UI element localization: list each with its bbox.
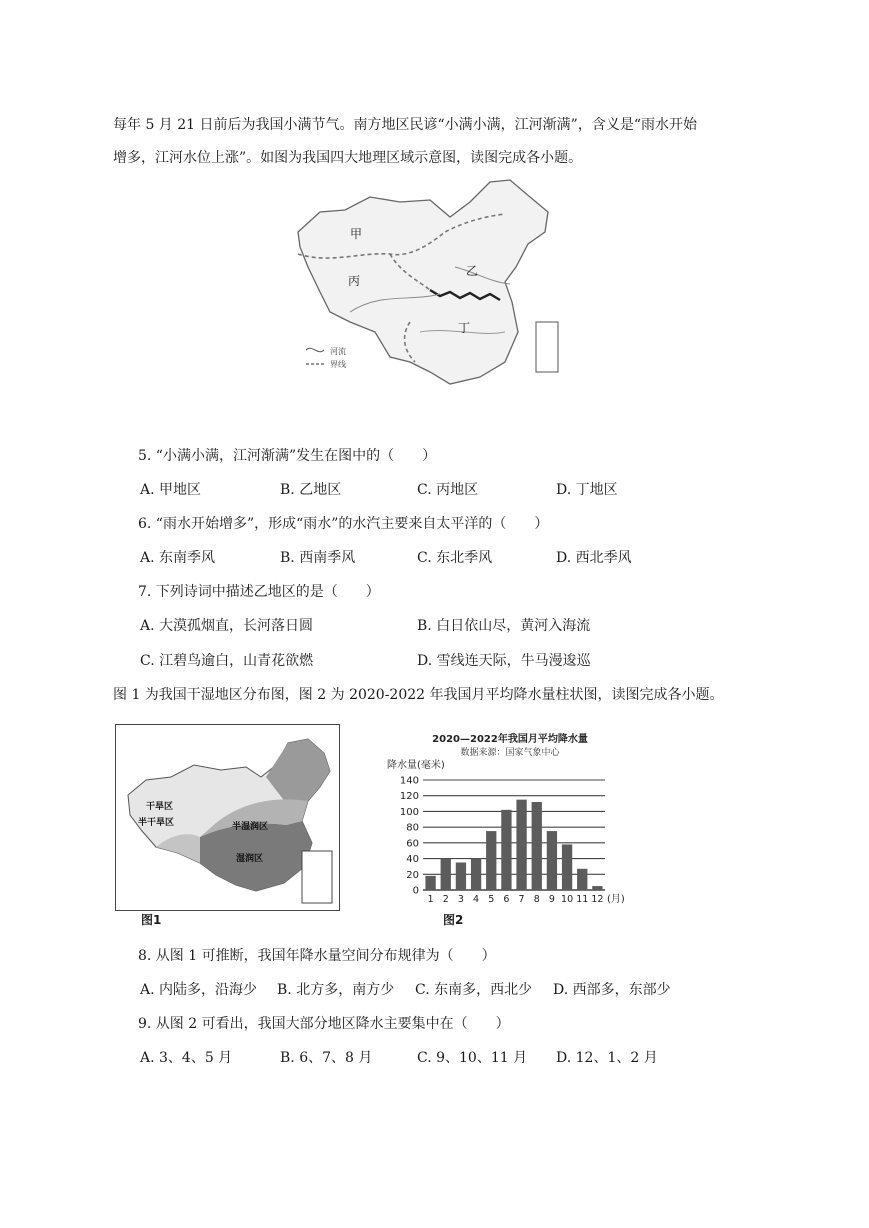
q6-option-d: D. 西北季风: [556, 550, 632, 566]
question-5-stem: 5. “小满小满，江河渐满”发生在图中的（ ）: [138, 448, 437, 464]
chart-ytick-label: 80: [406, 822, 419, 834]
chart-ylabel: 降水量(毫米): [387, 760, 445, 771]
chart-xtick-label: 10: [561, 894, 574, 905]
china-regions-map: [290, 172, 560, 407]
intro-line-1: 每年 5 月 21 日前后为我国小满节气。南方地区民谚“小满小满，江河渐满”，含义是“雨水开始: [113, 117, 697, 133]
q5-option-b: B. 乙地区: [280, 482, 342, 498]
chart-xlabel: (月): [607, 894, 625, 905]
chart-xtick-label: 9: [548, 894, 555, 905]
question-7-stem: 7. 下列诗词中描述乙地区的是（ ）: [138, 584, 380, 600]
question-9-stem: 9. 从图 2 可看出，我国大部分地区降水主要集中在（ ）: [138, 1016, 510, 1032]
question-6-stem: 6. “雨水开始增多”，形成“雨水”的水汽主要来自太平洋的（ ）: [138, 516, 549, 532]
chart-subtitle: 数据来源：国家气象中心: [460, 748, 560, 758]
q6-option-c: C. 东北季风: [417, 550, 493, 566]
chart-xtick-label: 1: [427, 894, 434, 905]
chart-xtick-label: 8: [533, 894, 540, 905]
q5-option-c: C. 丙地区: [417, 482, 479, 498]
chart-ytick-label: 20: [406, 869, 419, 881]
fig1-caption: 图1: [141, 913, 162, 927]
region-label-ding: 丁: [458, 321, 471, 335]
chart-xtick-label: 11: [576, 894, 589, 905]
q9-option-c: C. 9、10、11 月: [417, 1050, 528, 1066]
chart-bar: [592, 886, 602, 890]
chart-xtick-label: 7: [518, 894, 525, 905]
chart-bar: [441, 859, 451, 890]
chart-ytick-label: 40: [406, 854, 419, 866]
chart-bar: [532, 802, 542, 890]
q7-option-b: B. 白日依山尽，黄河入海流: [417, 618, 591, 634]
q6-option-b: B. 西南季风: [280, 550, 356, 566]
intro2-line: 图 1 为我国干湿地区分布图，图 2 为 2020-2022 年我国月平均降水量柱状图，读图完成各小题。: [113, 687, 724, 703]
q7-option-d: D. 雪线连天际，牛马漫逡巡: [417, 653, 591, 669]
chart-xtick-label: 6: [503, 894, 510, 905]
question-8-stem: 8. 从图 1 可推断，我国年降水量空间分布规律为（ ）: [138, 948, 496, 964]
q9-option-d: D. 12、1、2 月: [556, 1050, 658, 1066]
q7-option-a: A. 大漠孤烟直，长河落日圆: [140, 618, 314, 634]
chart-bar: [562, 844, 572, 890]
chart-bar: [425, 876, 435, 890]
fig2-precipitation-chart: [385, 728, 635, 913]
chart-bar: [501, 810, 511, 890]
chart-title: 2020—2022年我国月平均降水量: [432, 734, 588, 745]
fig1-label-semihumid: 半湿润区: [232, 822, 269, 832]
q9-option-a: A. 3、4、5 月: [140, 1050, 233, 1066]
q8-option-a: A. 内陆多，沿海少: [140, 982, 258, 998]
q9-option-b: B. 6、7、8 月: [280, 1050, 373, 1066]
chart-bar: [547, 831, 557, 890]
chart-xtick-label: 4: [473, 894, 480, 905]
chart-xtick-label: 5: [488, 894, 495, 905]
chart-bar: [577, 869, 587, 890]
region-label-jia: 甲: [350, 227, 363, 241]
q6-option-a: A. 东南季风: [140, 550, 216, 566]
q7-option-c: C. 江碧鸟逾白，山青花欲燃: [140, 653, 314, 669]
chart-bar: [471, 859, 481, 890]
fig2-caption: 图2: [443, 913, 464, 927]
intro-line-2: 增多，江河水位上涨”。如图为我国四大地理区域示意图，读图完成各小题。: [113, 150, 583, 166]
chart-xtick-label: 2: [442, 894, 449, 905]
chart-ytick-label: 100: [399, 806, 419, 818]
fig1-label-semiarid: 半干旱区: [138, 818, 175, 828]
fig1-label-arid: 干旱区: [146, 802, 174, 812]
chart-ytick-label: 0: [412, 885, 419, 897]
chart-bar: [516, 800, 526, 890]
q8-option-d: D. 西部多，东部少: [553, 982, 671, 998]
legend-boundary-label: 界线: [330, 360, 346, 369]
q5-option-a: A. 甲地区: [140, 482, 202, 498]
chart-ytick-label: 60: [406, 838, 419, 850]
chart-ytick-label: 120: [399, 791, 419, 803]
fig1-label-humid: 湿润区: [236, 854, 264, 864]
chart-ytick-label: 140: [399, 775, 419, 787]
fig1-dryness-map: [115, 724, 340, 911]
chart-xtick-label: 3: [457, 894, 464, 905]
chart-bar: [456, 863, 466, 891]
q5-option-d: D. 丁地区: [556, 482, 618, 498]
q8-option-b: B. 北方多，南方少: [277, 982, 395, 998]
legend-river-label: 河流: [330, 347, 346, 356]
chart-xtick-label: 12: [591, 894, 604, 905]
chart-bar: [486, 831, 496, 890]
region-label-bing: 丙: [348, 274, 361, 288]
q8-option-c: C. 东南多，西北少: [415, 982, 533, 998]
region-label-yi: 乙: [466, 264, 479, 278]
